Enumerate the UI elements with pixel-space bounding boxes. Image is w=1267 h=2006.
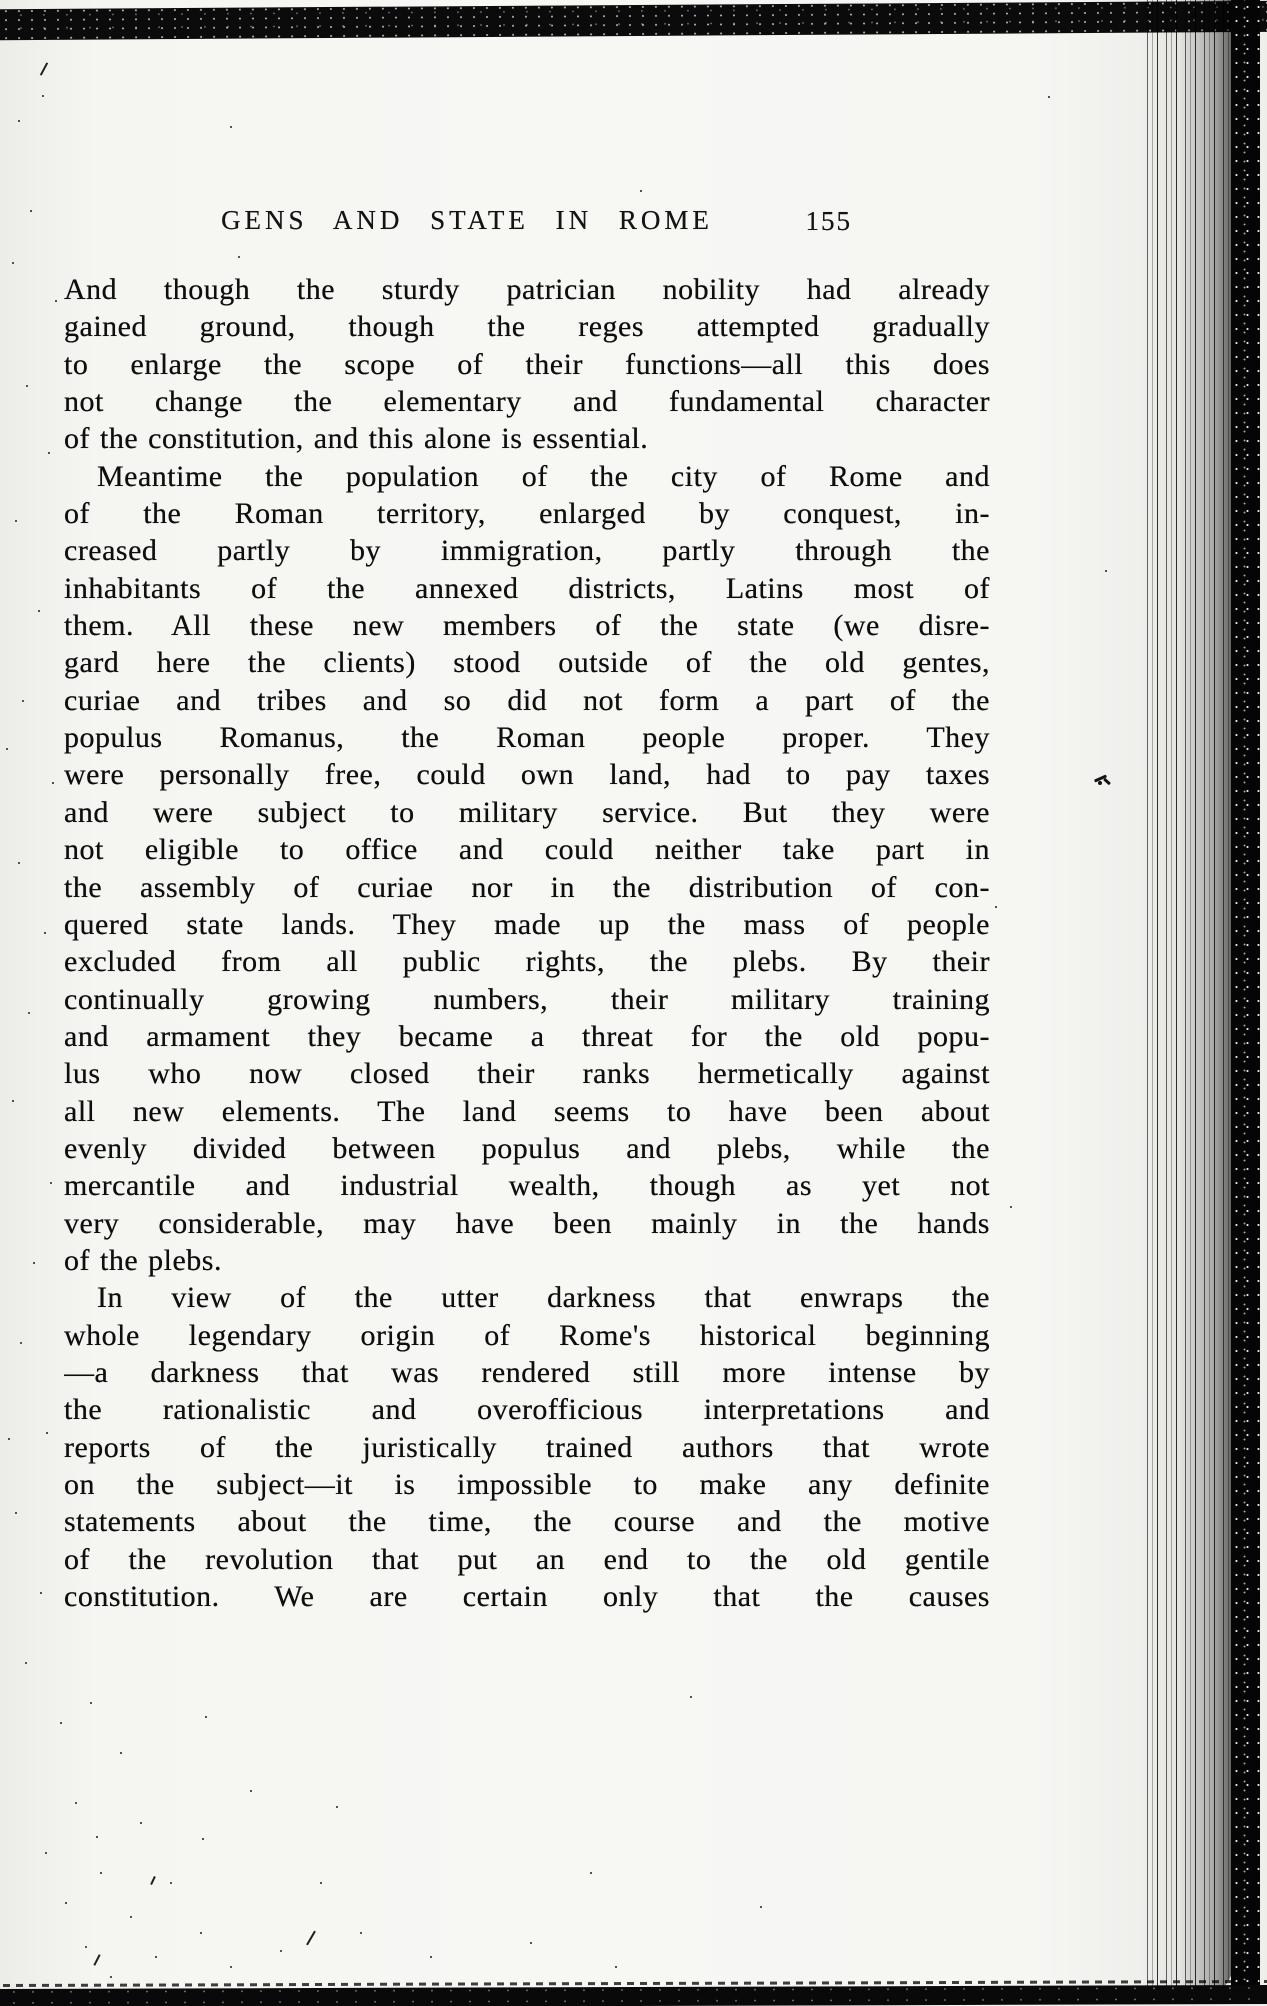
page-body: [64, 272, 990, 1616]
scratch-mark: [306, 1931, 316, 1946]
text-line: and were subject to military service. But they were: [64, 795, 990, 829]
text-line: gard here the clients) stood outside of the old gentes,: [64, 646, 990, 680]
text-line: were personally free, could own land, had to pay taxes: [64, 758, 990, 792]
text-line: the assembly of curiae nor in the distribution of con-: [64, 870, 990, 904]
text-line: of the Roman territory, enlarged by conquest, in-: [64, 497, 990, 531]
text-line: evenly divided between populus and plebs, while the: [64, 1131, 990, 1165]
text-line: quered state lands. They made up the mass of people: [64, 907, 990, 941]
text-line: of the plebs.: [64, 1243, 222, 1277]
text-line: on the subject—it is impossible to make any definite: [64, 1468, 990, 1501]
text-line: reports of the juristically trained authors that wrote: [64, 1430, 990, 1464]
text-line: excluded from all public rights, the plebs. By their: [64, 945, 990, 979]
text-line: Meantime the population of the city of Rome and: [97, 459, 990, 493]
book-fore-edge-streaks: [1143, 0, 1233, 1998]
running-head-title: GENS AND STATE IN ROME: [221, 205, 713, 235]
text-line: the rationalistic and overofficious interpretations and: [64, 1393, 990, 1427]
page-number: 155: [805, 206, 852, 236]
text-line: of the constitution, and this alone is essential.: [64, 422, 649, 456]
text-line: all new elements. The land seems to have been about: [64, 1094, 990, 1128]
text-line: gained ground, though the reges attempted gradually: [64, 310, 990, 344]
text-line: continually growing numbers, their military training: [64, 982, 990, 1016]
text-line: creased partly by immigration, partly through the: [64, 534, 990, 568]
text-line: curiae and tribes and so did not form a part of the: [64, 683, 990, 717]
text-line: to enlarge the scope of their functions—all this does: [64, 347, 990, 381]
text-line: inhabitants of the annexed districts, Latins most of: [64, 571, 990, 605]
text-line: lus who now closed their ranks hermetically against: [64, 1057, 990, 1091]
scan-edge-bottom: [0, 1985, 1267, 2006]
scratch-mark: [40, 62, 48, 75]
text-line: very considerable, may have been mainly in the hands: [64, 1206, 990, 1240]
text-line: and armament they became a threat for the old popu-: [64, 1019, 990, 1053]
scratch-mark: [150, 1876, 156, 1885]
page-header: [62, 205, 990, 247]
text-line: statements about the time, the course and the motive: [64, 1505, 990, 1539]
text-line: mercantile and industrial wealth, though as yet not: [64, 1169, 990, 1203]
margin-ink-mark: [1094, 772, 1116, 790]
text-line: them. All these new members of the state (we disre-: [64, 609, 990, 643]
text-line: constitution. We are certain only that the causes: [64, 1580, 990, 1614]
scan-edge-top: [0, 1, 1267, 41]
text-line: whole legendary origin of Rome's historical beginning: [64, 1318, 990, 1352]
book-fore-edge-dark-band: [1231, 0, 1260, 2001]
dust-speckles: [0, 0, 2, 2]
text-line: not change the elementary and fundamental character: [64, 385, 990, 419]
text-line: not eligible to office and could neither take part in: [64, 833, 990, 867]
text-line: And though the sturdy patrician nobility had already: [64, 273, 990, 306]
text-line: populus Romanus, the Roman people proper. They: [64, 721, 990, 755]
scratch-mark: [93, 1954, 100, 1966]
text-line: In view of the utter darkness that enwraps the: [97, 1281, 990, 1315]
text-line: —a darkness that was rendered still more intense by: [64, 1355, 990, 1389]
text-line: of the revolution that put an end to the old gentile: [64, 1542, 990, 1576]
